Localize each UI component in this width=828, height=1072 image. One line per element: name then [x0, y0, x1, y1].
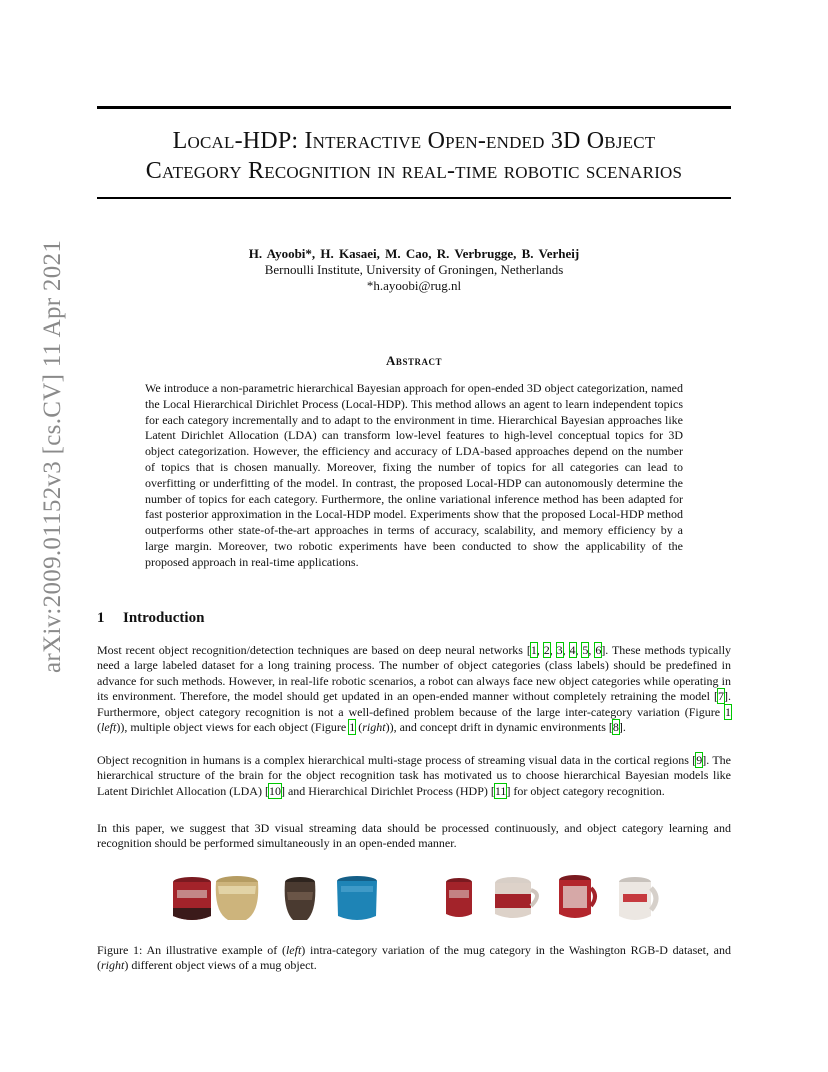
figure-1-caption: Figure 1: An illustrative example of (left) intra-category variation of the mug category in the Washington RGB-D dataset, and (right) different object views of a mug object. [97, 943, 731, 973]
citation-link[interactable]: 3 [556, 643, 563, 657]
title-line-1: Local-HDP: Interactive Open-ended 3D Object [172, 128, 656, 154]
abstract-body: We introduce a non-parametric hierarchical Bayesian approach for open-ended 3D object categorization, named the Local Hierarchical Dirichlet Process (Local-HDP). This method allows an agent to learn independent topics for each category incrementally and to adapt to the environment in time. Hierarchical Bayesian approaches like Latent Dirichlet Allocation (LDA) can transform low-level features to high-level conceptual topics for 3D object categorization. However, the efficiency and accuracy of LDA-based approaches depend on the number of topics that is chosen manually. Moreover, fixing the number of topics for all categories can lead to overfitting or underfitting of the model. In contrast, the proposed Local-HDP can autonomously determine the number of topics for each category. Furthermore, the online variational inference method has been adapted for fast posterior approximation in the Local-HDP model. Experiments show that the proposed Local-HDP method outperforms other state-of-the-art approaches in terms of accuracy, scalability, and memory efficiency by a large margin. Moreover, two robotic experiments have been conducted to show the applicability of the proposed approach in real-time applications. [145, 381, 683, 569]
citation-link[interactable]: 4 [569, 643, 576, 657]
arxiv-margin-id: arXiv:2009.01152v3 [cs.CV] 11 Apr 2021 [39, 239, 66, 673]
title-rule-bottom [97, 197, 731, 199]
mug-image-beige [216, 876, 259, 920]
title-line-2: Category Recognition in real-time robotic scenarios [145, 158, 683, 184]
intro-paragraph-2: Object recognition in humans is a complex hierarchical multi-stage process of streaming visual data in the cortical regions [9]. The hierarchical structure of the brain for the object recognition task has motivated us to choose hierarchical Bayesian models like Latent Dirichlet Allocation (LDA) [10] and Hierarchical Dirichlet Process (HDP) [11] for object category recognition. [97, 753, 732, 798]
citation-link[interactable]: 7 [718, 689, 724, 704]
section-heading-introduction [97, 610, 204, 627]
section-number: 1 [97, 610, 105, 626]
citation-link[interactable]: 11 [494, 783, 507, 798]
abstract-heading: Abstract [386, 353, 442, 368]
mug-illustration [97, 868, 731, 932]
citation-link[interactable]: 5 [582, 643, 589, 657]
citation-link[interactable]: 10 [268, 783, 281, 798]
paper-title [97, 126, 731, 186]
figure-label: Figure 1: [97, 943, 143, 957]
figure-ref-link[interactable]: 1 [725, 704, 731, 719]
affiliation: Bernoulli Institute, University of Groningen, Netherlands [264, 262, 564, 277]
mug-image-red [173, 877, 211, 920]
mug-image-blue [337, 876, 377, 920]
citation-link[interactable]: 9 [696, 753, 703, 767]
intro-paragraph-1: Most recent object recognition/detection techniques are based on deep neural networks [1, 2, 3, 4, 5, 6]. These methods typically need a large labeled dataset for a long training process. The number of object categories (class labels) should be predefined in advance for such methods. However, in real-life robotic scenarios, a robot can always face new object categories while operating in its environment. Therefore, the model should get updated in an open-ended manner without completely retraining the model [7]. Furthermore, object category recognition is not a well-defined problem because of the large inter-category variation (Figure 1 (left)), multiple object views for each object (Figure 1 (right)), and concept drift in dynamic environments [8]. [97, 643, 732, 735]
author-block [97, 246, 731, 294]
mug-view-4 [619, 877, 656, 920]
mug-image-brown [285, 877, 316, 920]
author-names: H. Ayoobi*, H. Kasaei, M. Cao, R. Verbrugge, B. Verheij [248, 246, 580, 261]
mug-view-2 [495, 877, 537, 918]
intro-paragraph-3: In this paper, we suggest that 3D visual streaming data should be processed continuously, and object category learning and recognition should be performed simultaneously in an open-ended manner. [97, 821, 731, 851]
section-title: Introduction [123, 610, 205, 626]
figure-ref-link[interactable]: 1 [349, 720, 356, 735]
mug-view-3 [559, 875, 595, 918]
email: *h.ayoobi@rug.nl [366, 278, 462, 293]
citation-link[interactable]: 1 [530, 643, 537, 657]
figure-1-mug-images [97, 868, 731, 932]
citation-link[interactable]: 2 [543, 643, 550, 657]
citation-link[interactable]: 8 [612, 720, 619, 735]
citation-link[interactable]: 6 [595, 643, 602, 657]
mug-view-1 [446, 878, 472, 917]
title-rule-top [97, 106, 731, 109]
